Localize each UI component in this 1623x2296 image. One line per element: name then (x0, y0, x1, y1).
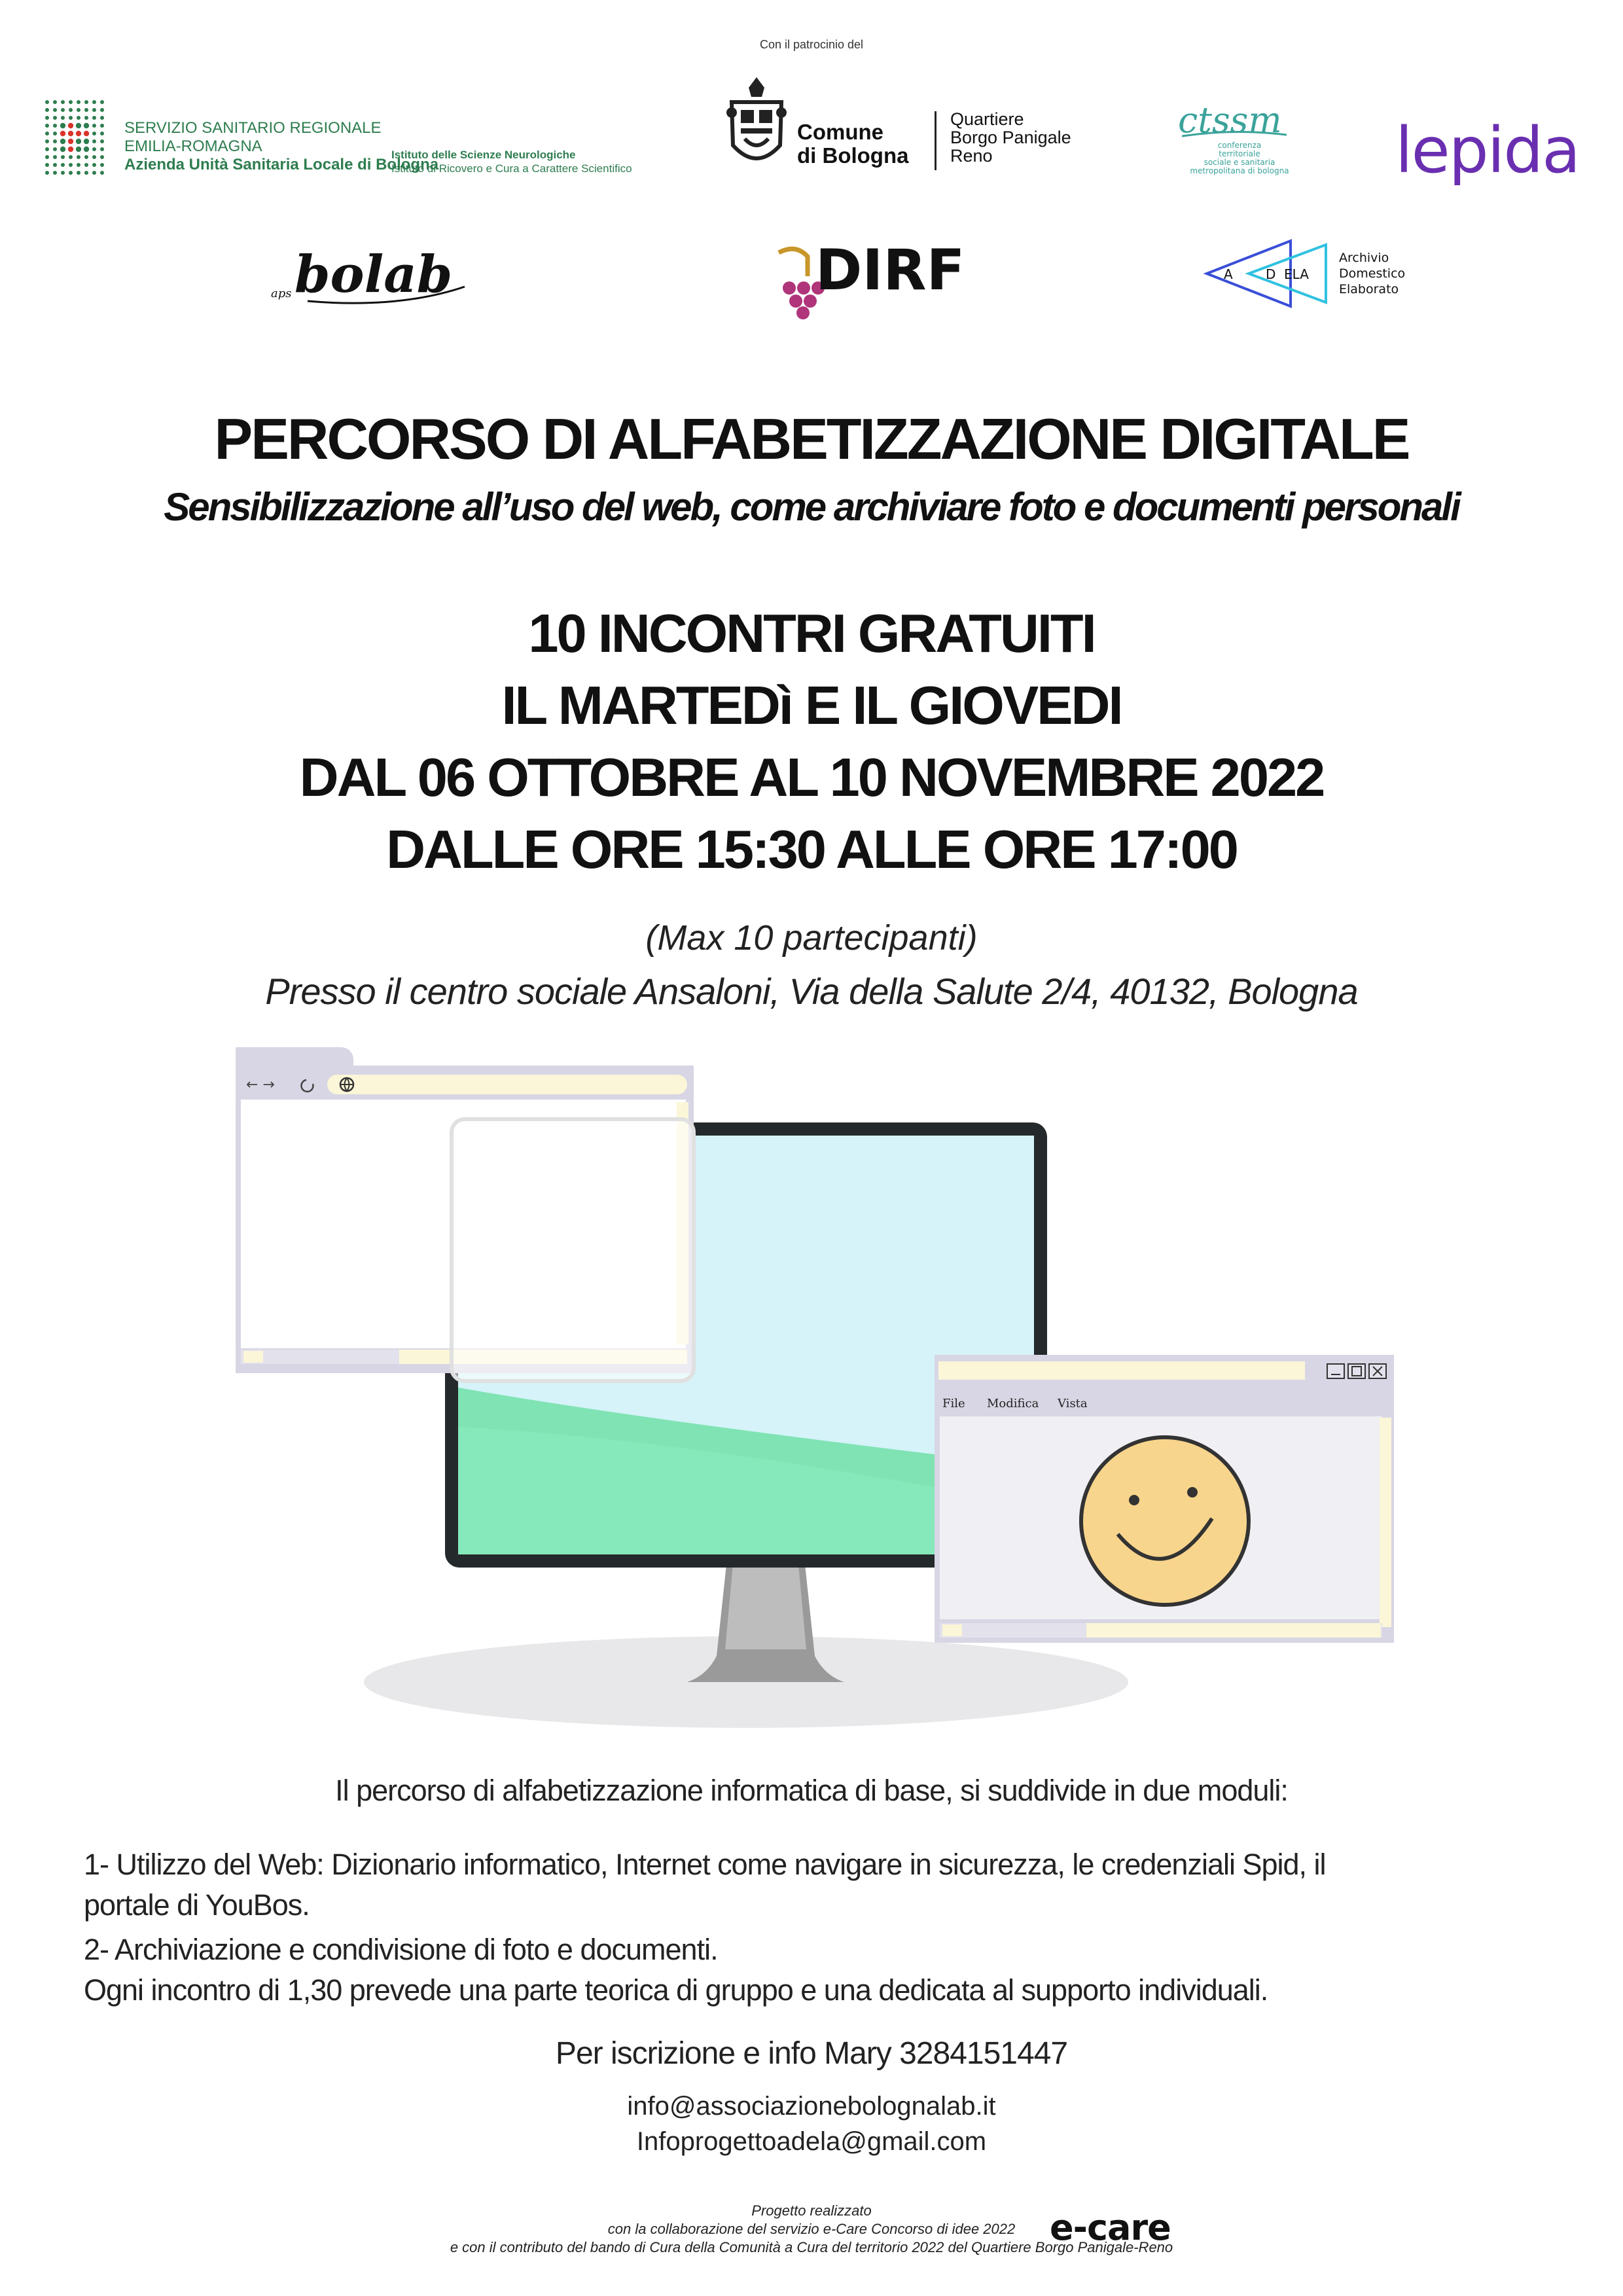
module2-line: 2- Archiviazione e condivisione di foto e documenti. (84, 1933, 718, 1966)
ssr-dot (45, 155, 49, 159)
menu-modifica: Modifica (987, 1397, 1039, 1410)
ssr-dot (92, 147, 96, 151)
ssr-line3: Azienda Unità Sanitaria Locale di Bologna (124, 156, 439, 173)
dirf-text: DIRF (815, 238, 965, 303)
bologna-line2: di Bologna (797, 143, 909, 168)
smiley-icon (1081, 1437, 1249, 1605)
ssr-dot (69, 155, 73, 159)
ssr-dot (100, 108, 104, 112)
ctssm-line1: conferenza (1217, 141, 1262, 150)
ssr-dot (53, 163, 57, 167)
adela-d: D (1266, 266, 1276, 282)
ssr-dot (53, 155, 57, 159)
ssr-dot (45, 100, 49, 104)
ssr-dot (45, 171, 49, 175)
ssr-dot (68, 139, 73, 144)
quartiere-line3: Reno (950, 146, 993, 166)
ssr-dot (53, 139, 57, 143)
ctssm-line4: metropolitana di bologna (1190, 166, 1289, 175)
module1-line2: portale di YouBos. (84, 1888, 310, 1922)
ssr-dot (69, 171, 73, 175)
ssr-dot (45, 147, 49, 151)
quartiere-line1: Quartiere (950, 109, 1024, 129)
ssr-dot (53, 132, 57, 135)
ssr-dot (61, 108, 65, 112)
contact-info: Per iscrizione e info Mary 3284151447 (555, 2036, 1068, 2071)
bologna-name (797, 120, 908, 168)
ssr-dot (100, 163, 104, 167)
ssr-dot (92, 139, 96, 143)
ssr-dot (100, 147, 104, 151)
bolab-name: bolab (294, 245, 453, 304)
ssr-dot (92, 171, 96, 175)
schedule-line2: IL MARTEDì E IL GIOVEDI (501, 675, 1122, 736)
meeting-note: Ogni incontro di 1,30 prevede una parte teorica di gruppo e una dedicata al supporto individuali. (84, 1973, 1268, 2007)
ssr-dot (77, 116, 80, 120)
ssr-dot (84, 139, 89, 144)
bologna-line1: Comune (797, 120, 883, 144)
ssr-dot (69, 163, 73, 167)
ssr-line1: SERVIZIO SANITARIO REGIONALE (124, 119, 382, 137)
ssr-dot (53, 100, 57, 104)
ctssm-mark: ctssm (1178, 99, 1282, 141)
ssr-dot (69, 108, 73, 112)
ssr-dot (61, 100, 65, 104)
adela-ela: ELA (1284, 266, 1309, 282)
bologna-crest-icon (725, 73, 788, 178)
ssr-dot (68, 131, 73, 136)
schedule-line1: 10 INCONTRI GRATUITI (528, 603, 1095, 664)
ssr-dot (45, 139, 49, 143)
lepida-logo: lepida (1395, 114, 1580, 187)
ssr-dot (60, 131, 65, 136)
footer-line2: con la collaborazione del servizio e-Care Concorso di idee 2022 (607, 2221, 1016, 2237)
ssr-dot (84, 108, 88, 112)
ssr-dot (76, 123, 81, 128)
bologna-separator (935, 111, 936, 170)
browser-nav-arrows: ← → (246, 1077, 275, 1093)
schedule-line3: DAL 06 OTTOBRE AL 10 NOVEMBRE 2022 (299, 747, 1324, 808)
ssr-dot (84, 155, 88, 159)
ssr-dot (100, 116, 104, 120)
ssr-dot (77, 100, 80, 104)
ssr-dot (84, 123, 89, 128)
quartiere-text (950, 110, 1071, 165)
ssr-dot (68, 147, 73, 152)
computer-illustration (236, 1047, 1400, 1761)
footer-line3: e con il contributo del bando di Cura della Comunità a Cura del territorio 2022 del Quartiere Borgo Panigale-Reno (450, 2239, 1173, 2255)
ssr-dot (92, 100, 96, 104)
ssr-dot (61, 155, 65, 159)
isn-line2: Istituto di Ricovero e Cura a Carattere Scientifico (391, 162, 632, 175)
ssr-dot (77, 171, 80, 175)
menu-file: File (942, 1397, 965, 1410)
email-bolognalab[interactable]: info@associazionebolognalab.it (627, 2092, 996, 2121)
quartiere-line2: Borgo Panigale (950, 128, 1071, 147)
ssr-dot (53, 124, 57, 128)
ssr-line2: EMILIA-ROMAGNA (124, 137, 262, 155)
floating-panel (452, 1119, 694, 1381)
footer-line1: Progetto realizzato (751, 2202, 872, 2219)
adela-a: A (1224, 266, 1233, 282)
ssr-dot (92, 163, 96, 167)
ssr-dot (60, 123, 65, 128)
isn-line1: Istituto delle Scienze Neurologiche (391, 149, 576, 161)
ssr-dot (92, 155, 96, 159)
ssr-dot (60, 139, 65, 144)
adela-line3: Elaborato (1339, 282, 1399, 296)
ctssm-line2: territoriale (1219, 149, 1260, 158)
ssr-dot (84, 116, 88, 120)
ssr-grid-logo (43, 98, 109, 177)
location: Presso il centro sociale Ansaloni, Via della Salute 2/4, 40132, Bologna (265, 971, 1358, 1012)
ssr-dot (100, 132, 104, 135)
ssr-dot (76, 139, 81, 144)
ssr-dot (76, 131, 81, 136)
ssr-dot (61, 163, 65, 167)
ssr-dot (84, 147, 89, 152)
schedule-line4: DALLE ORE 15:30 ALLE ORE 17:00 (386, 819, 1237, 880)
ssr-dot (45, 163, 49, 167)
main-title: PERCORSO DI ALFABETIZZAZIONE DIGITALE (214, 406, 1409, 471)
ssr-dot (60, 147, 65, 152)
ssr-dot (92, 116, 96, 120)
ssr-dot (76, 147, 81, 152)
ssr-dot (53, 116, 57, 120)
module1-line1: 1- Utilizzo del Web: Dizionario informatico, Internet come navigare in sicurezza, le credenziali Spid, il (84, 1848, 1326, 1881)
intro-text: Il percorso di alfabetizzazione informatica di base, si suddivide in due moduli: (335, 1774, 1288, 1807)
ecare-logo: e-care (1050, 2207, 1171, 2248)
ssr-dot (92, 108, 96, 112)
ssr-dot (53, 171, 57, 175)
ctssm-line3: sociale e sanitaria (1204, 158, 1275, 167)
dirf-logo (770, 237, 965, 322)
adela-line2: Domestico (1339, 266, 1406, 281)
ssr-dot (92, 132, 96, 135)
ssr-dot (84, 171, 88, 175)
ssr-dot (68, 123, 73, 128)
adela-logo (1202, 238, 1463, 310)
minimize-icon (1327, 1364, 1344, 1378)
ssr-dot (100, 124, 104, 128)
subtitle: Sensibilizzazione all’uso del web, come archiviare foto e documenti personali (164, 485, 1459, 529)
patronage-text: Con il patrocinio del (759, 38, 864, 51)
ssr-dot (100, 139, 104, 143)
isn-logo-text (391, 148, 632, 175)
ssr-dot (77, 108, 80, 112)
ssr-dot (45, 108, 49, 112)
email-adela[interactable]: Infoprogettoadela@gmail.com (636, 2127, 987, 2156)
ssr-dot (45, 116, 49, 120)
bolab-prefix: aps (271, 287, 292, 300)
max-participants: (Max 10 partecipanti) (645, 918, 978, 958)
ssr-dot (100, 171, 104, 175)
ssr-dot (84, 100, 88, 104)
ssr-dot (69, 116, 73, 120)
ssr-dot (61, 171, 65, 175)
ssr-dot (69, 100, 73, 104)
ssr-dot (84, 163, 88, 167)
ctssm-logo (1169, 98, 1300, 180)
menu-vista: Vista (1058, 1397, 1088, 1410)
ssr-dot (77, 163, 80, 167)
ssr-dot (45, 124, 49, 128)
adela-line1: Archivio (1339, 251, 1389, 265)
ssr-dot (100, 155, 104, 159)
ssr-dot (84, 131, 89, 136)
ssr-dot (100, 100, 104, 104)
ssr-dot (45, 132, 49, 135)
ssr-dot (61, 116, 65, 120)
ssr-dot (92, 124, 96, 128)
ssr-dot (77, 155, 80, 159)
ssr-dot (53, 108, 57, 112)
ssr-dot (53, 147, 57, 151)
bolab-logo (268, 241, 478, 313)
